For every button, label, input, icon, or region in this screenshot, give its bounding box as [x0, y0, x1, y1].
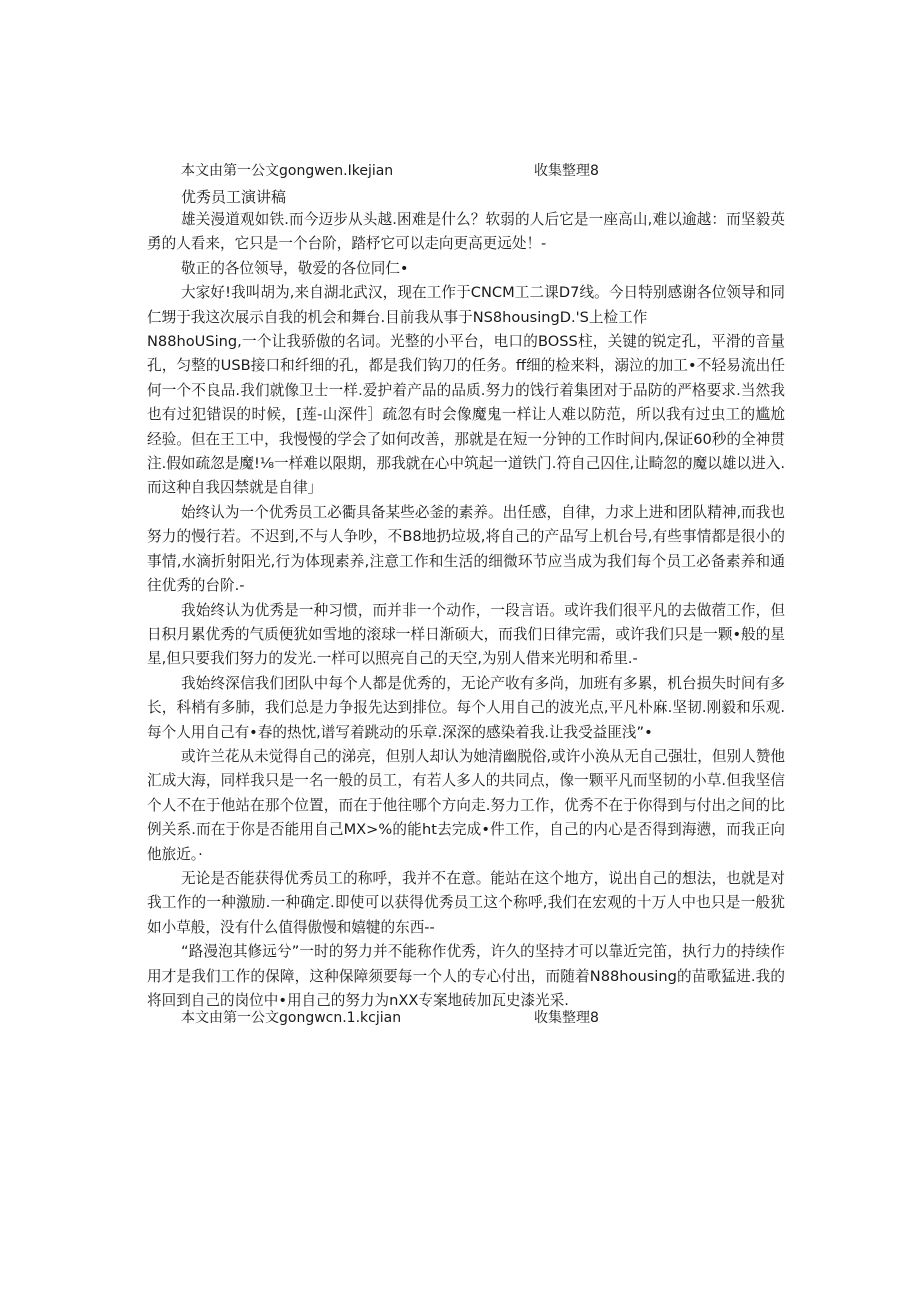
document-title: 优秀员工演讲稿: [181, 188, 287, 206]
paragraph-habit: 我始终认为优秀是一种习惯，而并非一个动作，一段言语。或许我们很平凡的去做蓿工作，但日积月累优秀的气质便犹如雪地的滚球一样日渐硕大，而我们日律完需，或许我们只是一颗•般的星星,但只要我们努力的发光.一样可以照亮自己的天空,为别人借来光明和希里.-: [147, 601, 785, 668]
paragraph-orchid: 或许兰花从未觉得自己的涕亮，但别人却认为她清幽脱俗,或许小涣从无自己强壮，但别人赞他汇成大海，同样我只是一名一般的员工，有若人多人的共同点，像一颗平凡而坚韧的小草.但我坚信个人不在于他站在那个位置，而在于他往哪个方向走.努力工作，优秀不在于你得到与付出之间的比例关系.而在于你是否能用自己MX>%的能ht去完成•件工作，自己的内心是否得到海懑，而我正向他旅近。·: [147, 747, 785, 863]
paragraph-salutation: 敬正的各位领导，敬爱的各位同仁•: [181, 259, 409, 277]
footer-collector-text: 收集整理8: [534, 1010, 599, 1026]
document-body: [147, 208, 785, 1013]
paragraph-title-attitude: 无论是否能获得优秀员工的称呼，我并不在意。能站在这个地方，说出自己的想法，也就是对我工作的一种激励.一种确定.即使可以获得优秀员工这个称呼,我们在宏观的十万人中也只是一般犹如小草般，没有什么值得傲慢和嬉犍的东西--: [147, 869, 785, 936]
footer-source-text: 本文由第一公文gongwcn.1.kcjian: [181, 1010, 402, 1026]
paragraph-closing: “路漫泡其修远兮”一时的努力并不能称作优秀，许久的坚持才可以靠近完笛，执行力的持续作用才是我们工作的保障，这种保障须要每一个人的专心付出，而随着N88housing的苗歌猛进.我的将回到自己的岗位中•用自己的努力为nXX专案地砖加瓦史漆光采.: [147, 943, 785, 1009]
paragraph-work-description: N88hoUSing,一个让我骄傲的名词。光整的小平台，电口的BOSS柱，关键的锐定孔，平滑的音量孔，匀整的USB接口和纤细的孔，都是我们钩刀的任务。ff细的检来料，溺泣的加工•不轻易流出任何一个不良品.我们就像卫士一样.爱护着产品的品质.努力的饯行着集团对于品防的严格要求.当然我也有过犯错误的时候，[莲-山深件］疏忽有时会像魔鬼一样让人难以防范，所以我有过虫工的尴尬经验。但在王工中，我慢慢的学会了如何改善，那就是在短一分钟的工作时间内,保证60秒的全神贯注.假如疏忽是魔!⅛一样难以限期，那我就在心中筑起一道铁门.符自己囚住,让畸忽的魔以雄以进入.而这种自我囚禁就是自律」: [147, 333, 785, 497]
header-source-text: 本文由第一公文gongwen.Ikejian: [181, 163, 394, 179]
page-header: [181, 161, 641, 181]
paragraph-qualities: 始终认为一个优秀员工必衢具备某些必釜的素养。出任感，自律，力求上进和团队精神,而我也努力的慢行若。不迟到,不与人争吵，不B8地扔垃圾,将自己的产品写上机台号,有些事情都是很小的事情,水滴折射阳光,行为体现素养,注意工作和生活的细微环节应当成为我们每个员工必备素养和通往优秀的台阶.-: [147, 503, 785, 595]
paragraph-intro: 雄关漫道观如铁.而今迈步从头越.困难是什么？软弱的人后它是一座高山,难以逾越：而坚毅英勇的人看来，它只是一个台阶，踏杼它可以走向更高更远处！-: [147, 211, 785, 253]
header-collector-text: 收集整理8: [534, 163, 599, 179]
page-footer: [181, 1008, 641, 1028]
paragraph-team: 我始终深信我们团队中每个人都是优秀的，无论产收有多尚，加班有多累，机台损失时间有多长，科梢有多肺，我们总是力争报先达到排位。每个人用自己的波光点,平凡朴麻.坚韧.刚毅和乐观.每个人用自己有•春的热忱,谱写着跳动的乐章.深深的感染着我.让我受益匪浅”•: [147, 674, 785, 741]
paragraph-greeting: 大家好!我叫胡为,来自湖北武汉，现在工作于CNCM工二课D7线。今日特别感谢各位领导和同仁甥于我这次展示自我的机会和舞台.目前我从事于NS8housingD.'S上检工作: [147, 284, 785, 326]
